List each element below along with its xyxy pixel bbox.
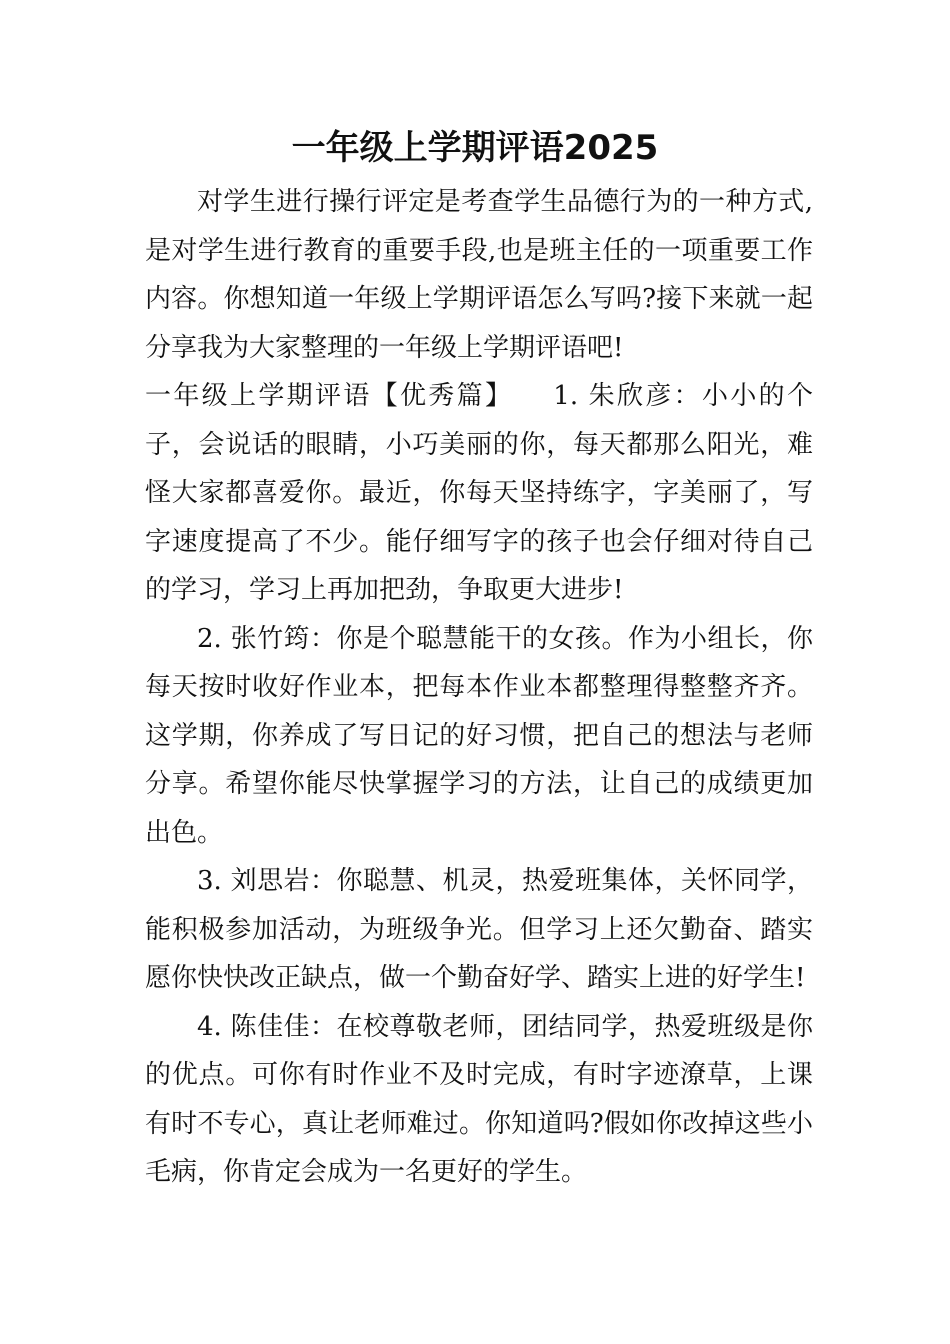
intro-paragraph: 对学生进行操行评定是考查学生品德行为的一种方式,是对学生进行教育的重要手段,也是班主任的一项重要工作内容。你想知道一年级上学期评语怎么写吗?接下来就一起分享我为大家整理的一年级上学期评语吧! xyxy=(145,187,813,363)
comment-item: 2. 张竹筠：你是个聪慧能干的女孩。作为小组长，你每天按时收好作业本，把每本作业本都整理得整整齐齐。这学期，你养成了写日记的好习惯，把自己的想法与老师分享。希望你能尽快掌握学习的方法，让自己的成绩更加出色。 xyxy=(145,623,813,848)
comment-item: 1. 朱欣彦：小小的个子，会说话的眼睛，小巧美丽的你，每天都那么阳光，难怪大家都喜爱你。最近，你每天坚持练字，字美丽了，写字速度提高了不少。能仔细写字的孩子也会仔细对待自己的学习，学习上再加把劲，争取更大进步! xyxy=(145,381,813,605)
comment-item: 3. 刘思岩：你聪慧、机灵，热爱班集体，关怀同学，能积极参加活动，为班级争光。但学习上还欠勤奋、踏实愿你快快改正缺点，做一个勤奋好学、踏实上进的好学生! xyxy=(145,866,813,993)
section-heading: 一年级上学期评语【优秀篇】 xyxy=(145,381,514,411)
section-paragraph xyxy=(145,372,813,615)
document-title: 一年级上学期评语2025 xyxy=(291,128,659,168)
comment-item: 4. 陈佳佳：在校尊敬老师，团结同学，热爱班级是你的优点。可你有时作业不及时完成，有时字迹潦草，上课有时不专心，真让老师难过。你知道吗?假如你改掉这些小毛病，你肯定会成为一名更好的学生。 xyxy=(145,1011,813,1187)
document-body xyxy=(145,178,813,1197)
